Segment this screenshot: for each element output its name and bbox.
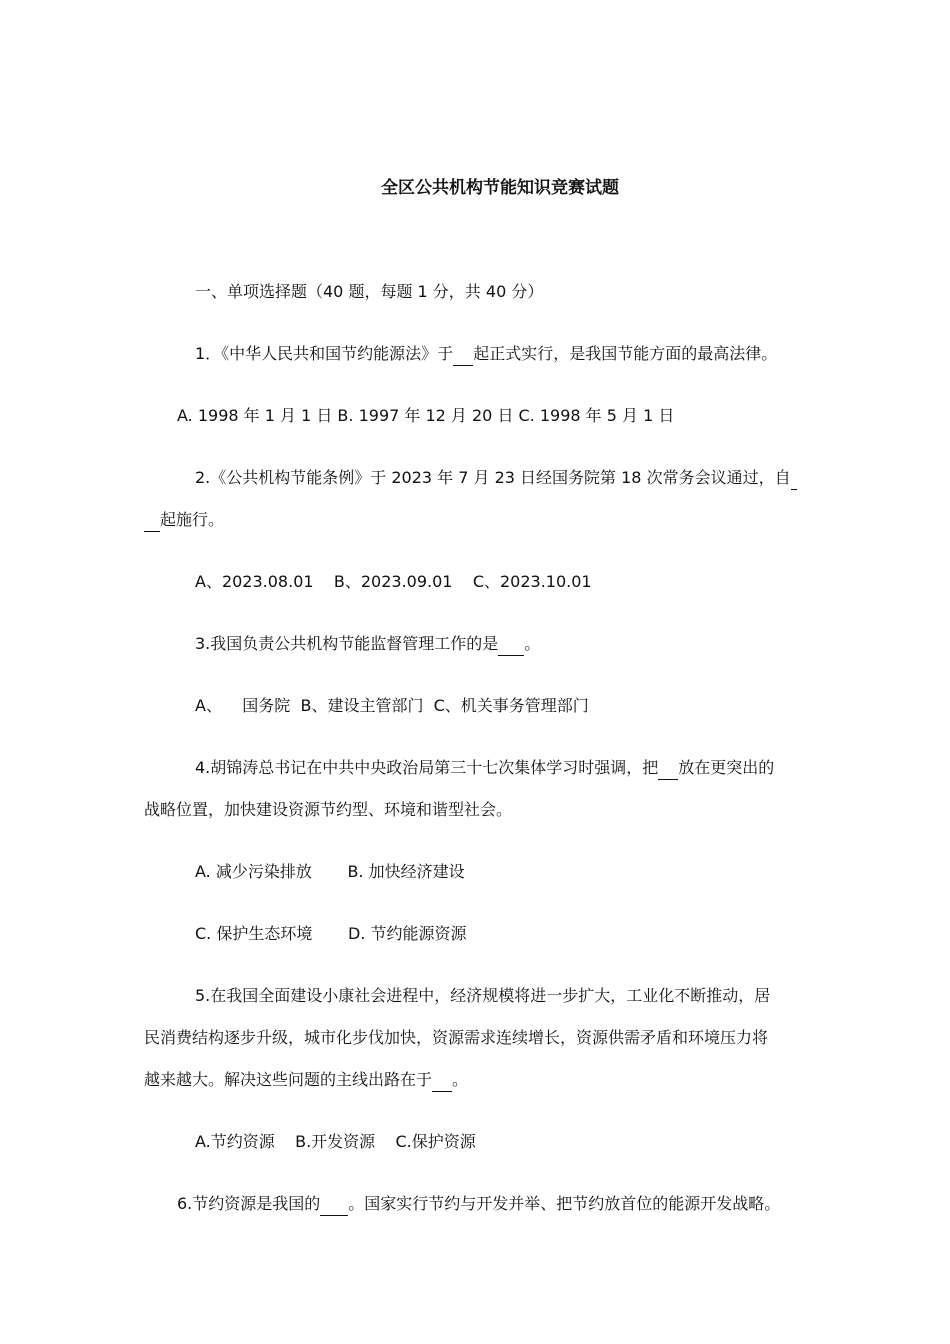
question-1-options: A. 1998 年 1 月 1 日 B. 1997 年 12 月 20 日 C. 1998 年 5 月 1 日 bbox=[177, 406, 675, 425]
question-5-options: A.节约资源 B.开发资源 C.保护资源 bbox=[195, 1132, 476, 1151]
question-2-stem bbox=[195, 467, 797, 490]
question-6-text-after: 。国家实行节约与开发并举、把节约放首位的能源开发战略。 bbox=[348, 1194, 781, 1213]
question-1-text-after: 起正式实行，是我国节能方面的最高法律。 bbox=[473, 344, 778, 363]
answer-blank bbox=[453, 343, 473, 366]
question-3-options: A、 国务院 B、建设主管部门 C、机关事务管理部门 bbox=[195, 696, 589, 715]
question-2-text: 2.《公共机构节能条例》于 2023 年 7 月 23 日经国务院第 18 次常务会议通过，自 bbox=[195, 468, 791, 487]
question-4-stem-cont: 战略位置，加快建设资源节约型、环境和谐型社会。 bbox=[144, 800, 513, 819]
document-title: 全区公共机构节能知识竞赛试题 bbox=[381, 178, 619, 198]
question-4-options-1: A. 减少污染排放 B. 加快经济建设 bbox=[195, 862, 465, 881]
answer-blank bbox=[320, 1193, 348, 1216]
question-4-text: 4.胡锦涛总书记在中共中央政治局第三十七次集体学习时强调，把 bbox=[195, 758, 659, 777]
question-2-options: A、2023.08.01 B、2023.09.01 C、2023.10.01 bbox=[195, 572, 592, 591]
answer-blank bbox=[432, 1069, 452, 1092]
answer-blank bbox=[791, 467, 797, 490]
answer-blank bbox=[658, 757, 678, 780]
question-1-text: 1．《中华人民共和国节约能源法》于 bbox=[195, 344, 454, 363]
question-4-options-2: C. 保护生态环境 D. 节约能源资源 bbox=[195, 924, 467, 943]
question-4-stem bbox=[195, 757, 774, 780]
question-5-text: 越来越大。解决这些问题的主线出路在于 bbox=[144, 1070, 433, 1089]
question-3-stem bbox=[195, 633, 540, 656]
question-2-stem-cont bbox=[144, 509, 224, 532]
question-4-text-after: 放在更突出的 bbox=[678, 758, 775, 777]
question-3-text: 3.我国负责公共机构节能监督管理工作的是 bbox=[195, 634, 499, 653]
question-3-text-after: 。 bbox=[524, 634, 541, 653]
question-1-stem bbox=[195, 343, 777, 366]
question-5-stem-cont-1: 民消费结构逐步升级，城市化步伐加快，资源需求连续增长，资源供需矛盾和环境压力将 bbox=[144, 1028, 769, 1047]
answer-blank bbox=[144, 509, 160, 532]
answer-blank bbox=[498, 633, 524, 656]
question-6-stem bbox=[177, 1193, 780, 1216]
question-5-stem-cont-2 bbox=[144, 1069, 468, 1092]
section-heading: 一、单项选择题（40 题，每题 1 分，共 40 分） bbox=[195, 282, 544, 301]
question-2-text-after: 起施行。 bbox=[160, 510, 225, 529]
question-5-text-after: 。 bbox=[452, 1070, 469, 1089]
question-5-stem: 5.在我国全面建设小康社会进程中，经济规模将进一步扩大，工业化不断推动，居 bbox=[195, 986, 771, 1005]
question-6-text: 6.节约资源是我国的 bbox=[177, 1194, 321, 1213]
